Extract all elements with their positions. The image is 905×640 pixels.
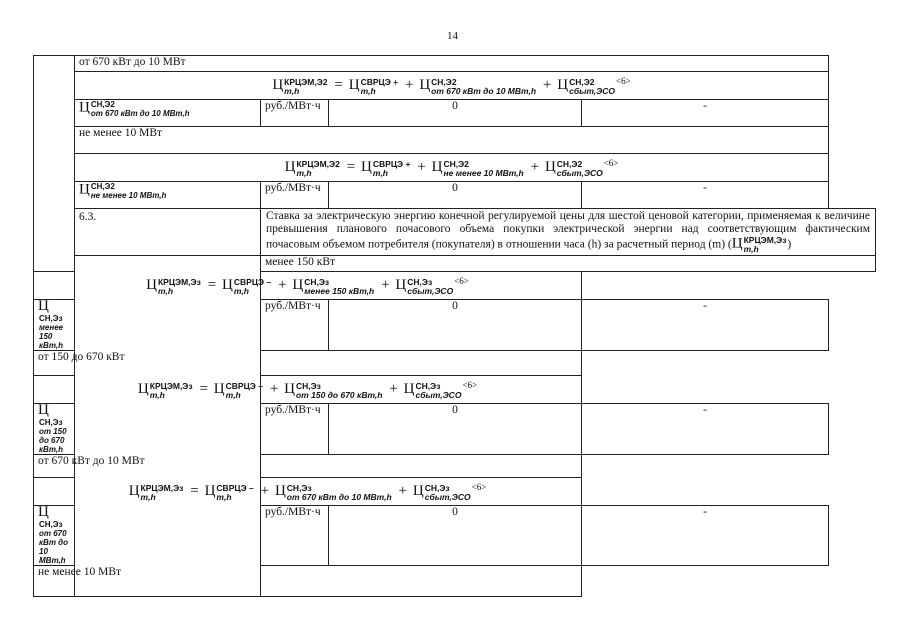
formula-row — [34, 478, 876, 506]
item-63-row — [34, 209, 876, 256]
section-label-row — [34, 455, 876, 478]
value-cell-2: - — [582, 300, 829, 351]
formula-row — [34, 154, 876, 182]
formula-row — [34, 72, 876, 100]
rate-symbol: Ц СН,Э2 не менее 10 МВт,h — [75, 182, 261, 209]
item-number: 6.3. — [75, 209, 261, 256]
value-cell-1: 0 — [329, 182, 582, 209]
section-label: от 670 кВт до 10 МВт — [34, 455, 582, 478]
tariff-table — [33, 55, 876, 597]
unit-cell: руб./МВт·ч — [261, 404, 329, 455]
section-label-row — [34, 127, 876, 154]
section-label: от 670 кВт до 10 МВт — [75, 56, 829, 72]
rate-symbol: Ц СН,Э2 от 670 кВт до 10 МВт,h — [75, 100, 261, 127]
formula: Ц КРЦЭМ,Эз m,h = Ц СВРЦЭ – m,h + Ц СН,Эз от 150 до 670 кВт,h + Ц СН,Эз сбыт,ЭСО $^{<6>}$ — [34, 376, 582, 404]
section-label: от 150 до 670 кВт — [34, 351, 582, 376]
value-cell-1: 0 — [329, 300, 582, 351]
value-row — [34, 100, 876, 127]
unit-cell: руб./МВт·ч — [261, 300, 329, 351]
formula: Ц КРЦЭМ,Эз m,h = Ц СВРЦЭ – m,h + Ц СН,Эз менее 150 кВт,h + Ц СН,Эз сбыт,ЭСО $^{<6>}$ — [34, 272, 582, 300]
unit-cell: руб./МВт·ч — [261, 506, 329, 566]
formula: Ц КРЦЭМ,Эз m,h = Ц СВРЦЭ – m,h + Ц СН,Эз от 670 кВт до 10 МВт,h + Ц СН,Эз сбыт,ЭСО $^{<6>}$ — [34, 478, 582, 506]
rate-symbol: Ц СН,Эз от 150 до 670 кВт,h — [34, 404, 75, 455]
section-label-row — [34, 351, 876, 376]
section-label: менее 150 кВт — [261, 256, 876, 272]
item-description: Ставка за электрическую энергию конечной регулируемой цены для шестой ценовой категории, применяемая к величине превышения планового почасового объема покупки электрической энергии над соответствующим фактическим почасовым объемом потребителя (покупателя) в отношении часа (h) за расчетный период (m) (Ц КРЦЭМ,Эз m,h ) — [261, 209, 876, 256]
unit-cell: руб./МВт·ч — [261, 182, 329, 209]
section-label-row — [34, 256, 876, 272]
formula-row — [34, 376, 876, 404]
value-cell-1: 0 — [329, 506, 582, 566]
value-cell-1: 0 — [329, 100, 582, 127]
value-row — [34, 182, 876, 209]
rate-symbol: Ц СН,Эз от 670 кВт до 10 МВт,h — [34, 506, 75, 566]
page-number: 14 — [447, 30, 458, 42]
formula: Ц КРЦЭМ,Э2 m,h = Ц СВРЦЭ + m,h + Ц СН,Э2 не менее 10 МВт,h + Ц СН,Э2 сбыт,ЭСО $^{<6>}$ — [75, 154, 829, 182]
value-cell-2: - — [582, 404, 829, 455]
section-label-row — [34, 56, 876, 72]
value-cell-1: 0 — [329, 404, 582, 455]
unit-cell: руб./МВт·ч — [261, 100, 329, 127]
formula-row — [34, 272, 876, 300]
number-cell — [34, 56, 75, 272]
section-label-row — [34, 566, 876, 597]
rate-symbol: Ц СН,Эз менее 150 кВт,h — [34, 300, 75, 351]
number-cell — [75, 256, 261, 597]
value-cell-2: - — [582, 506, 829, 566]
section-label: не менее 10 МВт — [34, 566, 582, 597]
value-cell-2: - — [582, 182, 829, 209]
value-cell-2: - — [582, 100, 829, 127]
section-label: не менее 10 МВт — [75, 127, 829, 154]
formula: Ц КРЦЭМ,Э2 m,h = Ц СВРЦЭ + m,h + Ц СН,Э2 от 670 кВт до 10 МВт,h + Ц СН,Э2 сбыт,ЭСО $^{<6>}$ — [75, 72, 829, 100]
